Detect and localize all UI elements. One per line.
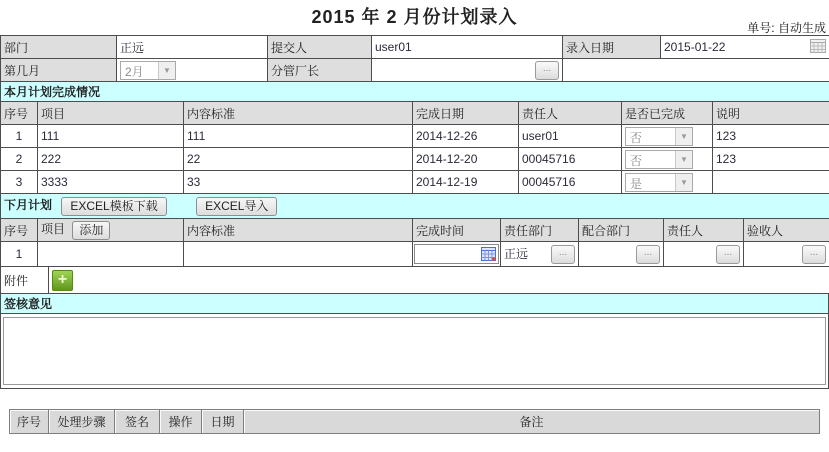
form-header [0, 0, 829, 36]
col-header-coop-dept: 配合部门 [579, 219, 664, 242]
entry-date-cell [661, 36, 829, 59]
approval-table [0, 293, 829, 389]
col-header-note: 说明 [713, 102, 829, 125]
row-standard: 111 [184, 125, 413, 148]
row-finish-date: 2014-12-20 [413, 148, 519, 171]
completed-select[interactable] [625, 150, 693, 169]
completed-select[interactable] [625, 127, 693, 146]
empty-cell [563, 59, 829, 82]
col-header-acceptor: 验收人 [744, 219, 829, 242]
completed-select[interactable] [625, 173, 693, 192]
row-finish-time-cell [413, 242, 501, 267]
owner-lookup-button[interactable]: ... [716, 245, 740, 264]
row-owner: 00045716 [519, 171, 622, 194]
wf-header-step: 处理步骤 [49, 410, 115, 434]
acceptor-lookup-button[interactable]: ... [802, 245, 826, 264]
approval-comment-textarea[interactable] [3, 317, 826, 385]
table-row [1, 242, 829, 267]
month-select-value: 2月 [125, 64, 144, 79]
row-no: 1 [1, 242, 38, 267]
completed-value: 是 [630, 176, 643, 191]
manager-cell [372, 59, 563, 82]
calendar-icon[interactable] [810, 38, 826, 56]
col-header-no: 序号 [1, 219, 38, 242]
finish-time-input[interactable] [414, 244, 499, 264]
current-month-section-title: 本月计划完成情况 [1, 82, 829, 102]
row-no: 1 [1, 125, 38, 148]
row-dept-cell [501, 242, 579, 267]
chevron-down-icon: ▼ [675, 151, 692, 168]
col-header-item [38, 219, 184, 242]
row-completed-cell [622, 125, 713, 148]
col-header-completed: 是否已完成 [622, 102, 713, 125]
row-note: 123 [713, 125, 829, 148]
wf-header-remark: 备注 [244, 410, 820, 434]
row-owner: 00045716 [519, 148, 622, 171]
serial-number [747, 19, 826, 36]
chevron-down-icon: ▼ [158, 62, 175, 79]
wf-header-action: 操作 [160, 410, 202, 434]
dept-label: 部门 [1, 36, 117, 59]
entry-date-value: 2015-01-22 [664, 40, 726, 54]
table-row [1, 148, 829, 171]
serial-value: 自动生成 [777, 21, 826, 35]
col-header-dept: 责任部门 [501, 219, 579, 242]
completed-value: 否 [630, 130, 643, 145]
row-dept-value: 正远 [504, 246, 529, 261]
col-header-finish-date: 完成日期 [413, 102, 519, 125]
month-cell [117, 59, 268, 82]
col-header-standard: 内容标准 [184, 102, 413, 125]
col-header-owner: 责任人 [519, 102, 622, 125]
manager-label: 分管厂长 [268, 59, 372, 82]
info-table [0, 35, 829, 82]
month-select[interactable] [120, 61, 176, 80]
row-coop-dept-cell [579, 242, 664, 267]
table-row [1, 171, 829, 194]
wf-header-date: 日期 [202, 410, 244, 434]
wf-header-signature: 签名 [115, 410, 160, 434]
coop-dept-lookup-button[interactable]: ... [636, 245, 660, 264]
add-attachment-button[interactable] [52, 270, 73, 291]
row-item: 111 [38, 125, 184, 148]
row-item: 222 [38, 148, 184, 171]
next-month-table [0, 193, 829, 267]
chevron-down-icon: ▼ [675, 174, 692, 191]
row-standard: 22 [184, 148, 413, 171]
row-note: 123 [713, 148, 829, 171]
col-header-standard: 内容标准 [184, 219, 413, 242]
approval-textarea-cell [1, 314, 829, 389]
row-no: 3 [1, 171, 38, 194]
row-completed-cell [622, 171, 713, 194]
submitter-value: user01 [372, 36, 563, 59]
row-no: 2 [1, 148, 38, 171]
row-standard-cell[interactable] [184, 242, 413, 267]
col-header-finish-time: 完成时间 [413, 219, 501, 242]
col-header-owner: 责任人 [664, 219, 744, 242]
plus-icon: + [57, 270, 68, 288]
next-month-section-header [1, 194, 829, 219]
page-title: 2015 年 2 月份计划录入 [311, 7, 518, 27]
item-header-label: 项目 [41, 222, 66, 237]
table-row [1, 125, 829, 148]
row-finish-date: 2014-12-19 [413, 171, 519, 194]
completed-value: 否 [630, 153, 643, 168]
chevron-down-icon: ▼ [675, 128, 692, 145]
calendar-color-icon[interactable] [481, 247, 496, 264]
submitter-label: 提交人 [268, 36, 372, 59]
approval-section-title: 签核意见 [1, 294, 829, 314]
next-month-section-title: 下月计划 [4, 198, 53, 213]
row-standard: 33 [184, 171, 413, 194]
manager-lookup-button[interactable]: ... [535, 61, 559, 80]
row-finish-date: 2014-12-26 [413, 125, 519, 148]
row-item: 3333 [38, 171, 184, 194]
dept-lookup-button[interactable]: ... [551, 245, 575, 264]
row-completed-cell [622, 148, 713, 171]
row-owner-cell [664, 242, 744, 267]
row-note [713, 171, 829, 194]
current-month-table [0, 81, 829, 194]
wf-header-no: 序号 [10, 410, 49, 434]
entry-date-label: 录入日期 [563, 36, 661, 59]
col-header-item: 项目 [38, 102, 184, 125]
attachment-cell [49, 267, 829, 294]
attachment-table [0, 266, 829, 294]
excel-template-download-button[interactable]: EXCEL模板下载 [61, 197, 166, 216]
row-owner: user01 [519, 125, 622, 148]
workflow-table [9, 409, 820, 434]
row-acceptor-cell [744, 242, 829, 267]
add-row-button[interactable]: 添加 [72, 221, 110, 240]
col-header-no: 序号 [1, 102, 38, 125]
month-label: 第几月 [1, 59, 117, 82]
serial-label: 单号: [747, 21, 775, 35]
attachment-label: 附件 [1, 267, 49, 294]
excel-import-button[interactable]: EXCEL导入 [196, 197, 277, 216]
row-item-cell[interactable] [38, 242, 184, 267]
dept-value: 正远 [117, 36, 268, 59]
